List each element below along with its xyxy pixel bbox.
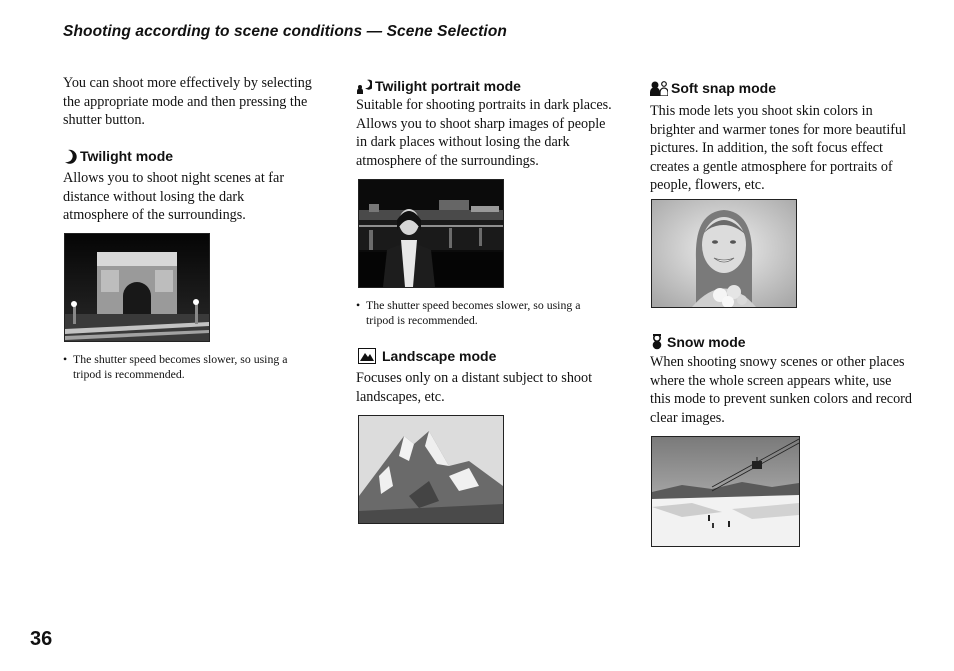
twilight-portrait-text: Suitable for shooting portraits in dark places. Allows you to shoot sharp images of people in dark places without losing the dark atmosphere of the surroundings.	[356, 97, 612, 169]
landscape-photo	[358, 415, 504, 524]
landscape-text: Focuses only on a distant subject to shoot landscapes, etc.	[356, 370, 593, 405]
person-moon-icon	[356, 79, 372, 94]
twilight-portrait-note: • The shutter speed becomes slower, so using a tripod is recommended.	[356, 298, 611, 329]
landscape-heading-label: Landscape mode	[382, 348, 497, 364]
moon-icon	[63, 149, 77, 164]
snow-photo	[651, 436, 800, 547]
twilight-text: Allows you to shoot night scenes at far distance without losing the dark atmosphere of the surroundings.	[63, 170, 285, 224]
snow-text: When shooting snowy scenes or other places where the whole screen appears white, use this mode to prevent sunken colors and record clear images.	[650, 354, 913, 426]
twilight-heading-label: Twilight mode	[80, 148, 174, 164]
twilight-note-text: The shutter speed becomes slower, so using a tripod is recommended.	[73, 352, 288, 382]
mountain-icon	[358, 348, 376, 364]
soft-snap-photo	[651, 199, 797, 308]
twilight-heading	[63, 148, 173, 164]
soft-snap-icon	[650, 80, 668, 96]
twilight-portrait-photo	[358, 179, 504, 288]
soft-snap-text: This mode lets you shoot skin colors in brighter and warmer tones for more beautiful pictures. In addition, the soft focus effect creates a gentle atmosphere for portraits of people, flowers, etc.	[650, 103, 907, 194]
snow-heading	[650, 334, 746, 350]
twilight-portrait-heading	[356, 78, 521, 94]
twilight-portrait-heading-label: Twilight portrait mode	[375, 78, 521, 94]
twilight-note: • The shutter speed becomes slower, so using a tripod is recommended.	[63, 352, 313, 383]
twilight-portrait-note-text: The shutter speed becomes slower, so using a tripod is recommended.	[366, 298, 581, 328]
snowman-icon	[650, 334, 664, 350]
twilight-photo	[64, 233, 210, 342]
soft-snap-heading-label: Soft snap mode	[671, 80, 777, 96]
soft-snap-heading	[650, 80, 776, 96]
page-number: 36	[30, 628, 53, 650]
landscape-heading	[358, 348, 496, 364]
snow-heading-label: Snow mode	[667, 334, 746, 350]
intro-text: You can shoot more effectively by selecting the appropriate mode and then pressing the shutter button.	[63, 75, 312, 129]
page-title: Shooting according to scene conditions — Scene Selection	[63, 23, 507, 40]
